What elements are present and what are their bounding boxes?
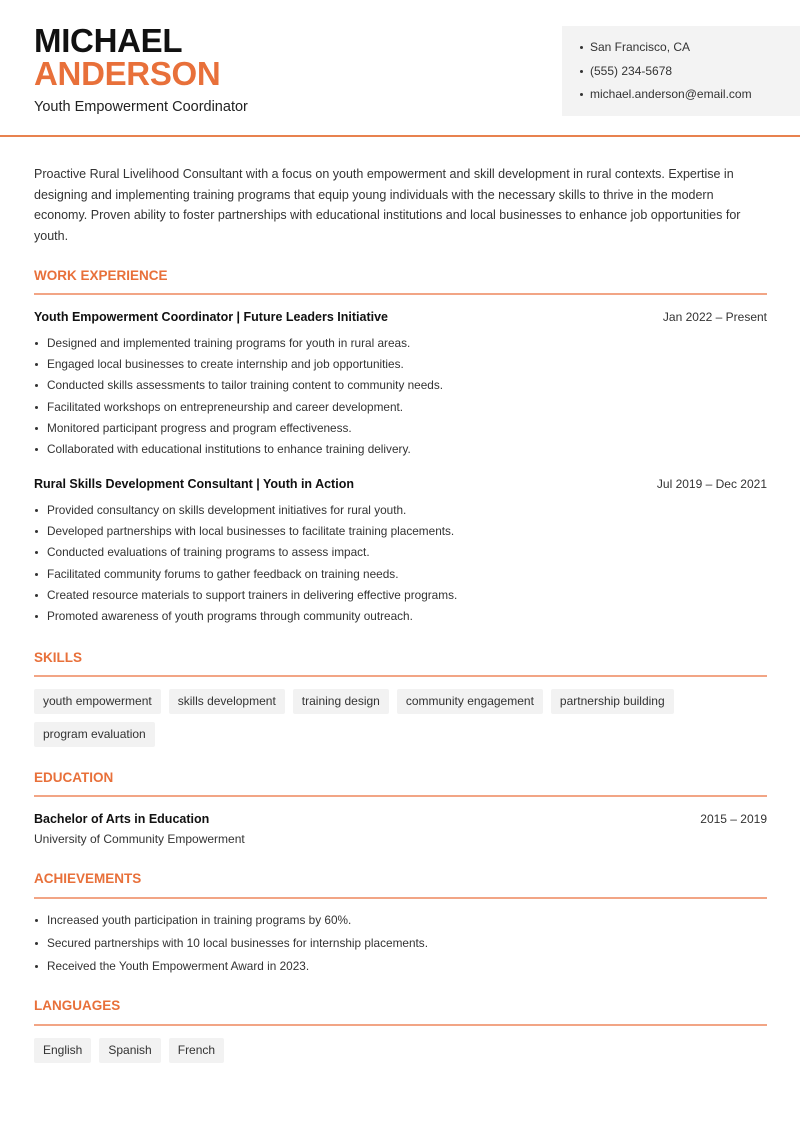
education-date: 2015 – 2019 bbox=[700, 812, 767, 826]
education-degree: Bachelor of Arts in Education bbox=[34, 812, 210, 826]
section-divider bbox=[34, 675, 767, 677]
skill-chip: youth empowerment bbox=[34, 689, 161, 714]
skill-chip: partnership building bbox=[551, 689, 674, 714]
list-item: Created resource materials to support trainers in delivering effective programs. bbox=[34, 587, 767, 608]
skill-chip: skills development bbox=[169, 689, 285, 714]
contact-box bbox=[562, 26, 800, 116]
job-title: Youth Empowerment Coordinator bbox=[34, 99, 248, 115]
list-item: Increased youth participation in training programs by 60%. bbox=[34, 912, 767, 935]
skill-chip: program evaluation bbox=[34, 722, 155, 747]
contact-phone: (555) 234-5678 bbox=[580, 63, 800, 87]
contact-email[interactable]: michael.anderson@email.com bbox=[580, 86, 800, 110]
list-item: Conducted skills assessments to tailor training content to community needs. bbox=[34, 377, 767, 398]
section-title-achievements: ACHIEVEMENTS bbox=[34, 871, 142, 886]
list-item: Received the Youth Empowerment Award in 2023. bbox=[34, 958, 767, 981]
list-item: Provided consultancy on skills development initiatives for rural youth. bbox=[34, 502, 767, 523]
job-bullets bbox=[34, 335, 767, 462]
last-name: ANDERSON bbox=[34, 55, 221, 92]
skill-chip: community engagement bbox=[397, 689, 543, 714]
first-name: MICHAEL bbox=[34, 22, 183, 59]
contact-location: San Francisco, CA bbox=[580, 39, 800, 63]
section-divider bbox=[34, 897, 767, 899]
section-divider bbox=[34, 795, 767, 797]
list-item: Collaborated with educational institutions to enhance training delivery. bbox=[34, 441, 767, 462]
summary-paragraph: Proactive Rural Livelihood Consultant with a focus on youth empowerment and skill development in rural contexts. Expertise in designing and implementing training programs that equip young individuals with the necessary skills to thrive in the modern economy. Proven ability to foster partnerships with educational institutions and local businesses to enhance job opportunities for youth. bbox=[34, 167, 741, 243]
list-item: Monitored participant progress and program effectiveness. bbox=[34, 420, 767, 441]
list-item: Promoted awareness of youth programs through community outreach. bbox=[34, 608, 767, 629]
job-date: Jan 2022 – Present bbox=[662, 310, 767, 324]
section-title-languages: LANGUAGES bbox=[34, 998, 121, 1013]
job-role: Rural Skills Development Consultant | Youth in Action bbox=[34, 477, 354, 491]
section-divider bbox=[34, 1024, 767, 1026]
list-item: Conducted evaluations of training programs to assess impact. bbox=[34, 544, 767, 565]
list-item: Designed and implemented training programs for youth in rural areas. bbox=[34, 335, 767, 356]
job-bullets bbox=[34, 502, 767, 629]
language-chip: English bbox=[34, 1038, 91, 1063]
list-item: Developed partnerships with local businesses to facilitate training placements. bbox=[34, 523, 767, 544]
job-role: Youth Empowerment Coordinator | Future Leaders Initiative bbox=[34, 310, 388, 324]
section-title-work: WORK EXPERIENCE bbox=[34, 268, 168, 283]
list-item: Facilitated community forums to gather feedback on training needs. bbox=[34, 566, 767, 587]
list-item: Engaged local businesses to create internship and job opportunities. bbox=[34, 356, 767, 377]
language-chip: French bbox=[169, 1038, 224, 1063]
education-school: University of Community Empowerment bbox=[34, 832, 245, 846]
skills-chip-list bbox=[34, 689, 774, 755]
section-divider bbox=[34, 293, 767, 295]
skill-chip: training design bbox=[293, 689, 389, 714]
list-item: Secured partnerships with 10 local businesses for internship placements. bbox=[34, 935, 767, 958]
list-item: Facilitated workshops on entrepreneurship and career development. bbox=[34, 399, 767, 420]
resume-header bbox=[0, 0, 800, 137]
achievement-bullets bbox=[34, 912, 767, 981]
job-date: Jul 2019 – Dec 2021 bbox=[656, 477, 767, 491]
section-title-skills: SKILLS bbox=[34, 650, 83, 665]
languages-chip-list bbox=[34, 1038, 774, 1071]
section-title-education: EDUCATION bbox=[34, 770, 114, 785]
job-header bbox=[34, 310, 767, 324]
language-chip: Spanish bbox=[99, 1038, 160, 1063]
job-header bbox=[34, 477, 767, 491]
